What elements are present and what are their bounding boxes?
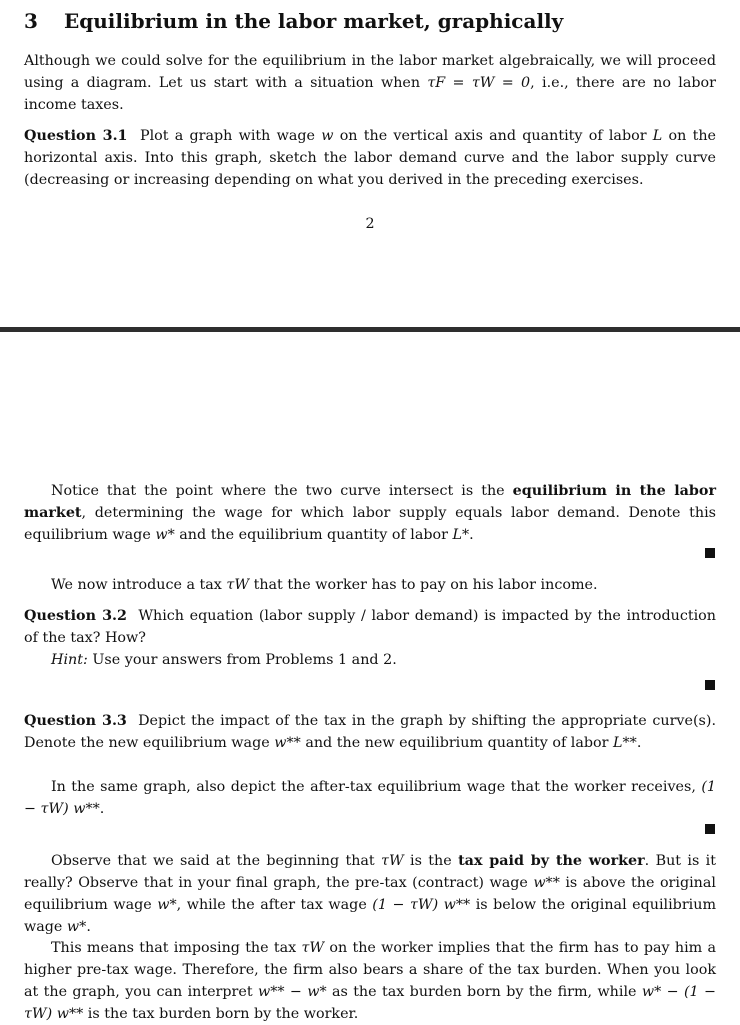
hint-label: Hint:: [51, 652, 88, 668]
question-3-1-text-2: on the vertical axis and quantity of labor: [333, 128, 653, 144]
observe-bold-term: tax paid by the worker: [458, 853, 645, 869]
question-3-3: [24, 710, 716, 754]
tax-burden-paragraph: [24, 937, 716, 1025]
observe-text-1: Observe that we said at the beginning that: [51, 853, 382, 869]
notice-Lstar: L*: [452, 527, 470, 543]
page-number: 2: [365, 216, 375, 232]
question-3-1: [24, 125, 716, 191]
question-3-2: [24, 605, 716, 649]
observe-aftertax: (1 − τW) w**: [372, 897, 471, 913]
tax-intro-paragraph: [24, 574, 716, 596]
question-3-3-p2-text-2: .: [99, 801, 105, 817]
means-firm-burden: w** − w*: [257, 984, 327, 1000]
hint-text: Use your answers from Problems 1 and 2.: [92, 652, 397, 668]
tax-intro-text-2: that the worker has to pay on his labor income.: [249, 577, 598, 593]
observe-paragraph: [24, 850, 716, 938]
question-3-3-text-3: .: [636, 735, 642, 751]
means-text-1: This means that imposing the tax: [51, 940, 302, 956]
means-worker-burden: w* − (1 − τW) w**: [24, 984, 716, 1022]
question-3-3-text-2: and the new equilibrium quantity of labor: [300, 735, 614, 751]
observe-text-3: . But is it really? Observe that in your final graph, the pre-tax (contract) wage: [24, 853, 716, 891]
question-3-1-L: L: [652, 128, 663, 144]
page-divider: [0, 327, 740, 332]
question-3-1-w: w: [321, 128, 334, 144]
question-3-2-hint: [24, 649, 716, 671]
question-3-1-label: Question 3.1: [24, 128, 128, 144]
notice-text-2: , determining the wage for which labor supply equals labor demand. Denote this equilibrium wage: [24, 505, 716, 543]
question-3-2-label: Question 3.2: [24, 608, 127, 624]
observe-text-6: is below the original equilibrium wage: [24, 897, 717, 935]
notice-text-3: and the equilibrium quantity of labor: [174, 527, 453, 543]
question-3-1-text-3: on the horizontal axis. Into this graph, sketch the labor demand curve and the labor supply curve (decreasing or increasing depending on what you derived in the preceding exercises.: [24, 128, 716, 188]
notice-wstar: w*: [155, 527, 175, 543]
question-3-3-label: Question 3.3: [24, 713, 127, 729]
notice-bold-term: equilibrium in the labor market: [24, 483, 716, 521]
intro-math: τF = τW = 0: [427, 75, 531, 91]
qed-square-2: [705, 680, 715, 690]
qed-square-1: [705, 548, 715, 558]
means-text-3: as the tax burden born by the firm, while: [326, 984, 642, 1000]
question-3-3-w2: w**: [274, 735, 301, 751]
means-text-2: on the worker implies that the firm has to pay him a higher pre-tax wage. Therefore, the firm also bears a share of the tax burden. When you look at the graph, you can interpret: [24, 940, 716, 1000]
section-heading: [24, 6, 563, 36]
means-tau: τW: [301, 940, 325, 956]
tax-intro-text-1: We now introduce a tax: [51, 577, 227, 593]
equilibrium-paragraph: [24, 480, 716, 546]
observe-wstar: w*: [157, 897, 177, 913]
question-3-1-text-1: Plot a graph with wage: [139, 128, 322, 144]
question-3-3-paragraph-2: [24, 776, 716, 820]
intro-text-2: , i.e., there are no labor income taxes.: [24, 75, 716, 113]
notice-text-1: Notice that the point where the two curve intersect is the: [51, 483, 513, 499]
question-3-3-L2: L**: [613, 735, 637, 751]
intro-paragraph: [24, 50, 716, 116]
observe-text-7: .: [86, 919, 91, 935]
observe-w2: w**: [533, 875, 560, 891]
section-number: 3: [24, 9, 38, 33]
qed-square-3: [705, 824, 715, 834]
tax-intro-tau: τW: [226, 577, 250, 593]
notice-text-4: .: [469, 527, 474, 543]
observe-text-2: is the: [403, 853, 459, 869]
observe-text-5: , while the after tax wage: [176, 897, 373, 913]
means-text-4: is the tax burden born by the worker.: [83, 1006, 359, 1022]
intro-text-1: Although we could solve for the equilibrium in the labor market algebraically, we will proceed using a diagram. Let us start with a situation when: [24, 53, 716, 91]
question-3-2-text: Which equation (labor supply / labor demand) is impacted by the introduction of the tax? How?: [24, 608, 716, 646]
question-3-3-text-1: Depict the impact of the tax in the graph by shifting the appropriate curve(s). Denote the new equilibrium wage: [24, 713, 716, 751]
question-3-3-p2-text-1: In the same graph, also depict the after-tax equilibrium wage that the worker receives,: [51, 779, 702, 795]
observe-text-4: is above the original equilibrium wage: [24, 875, 716, 913]
observe-wstar-2: w*: [66, 919, 87, 935]
observe-tau: τW: [381, 853, 404, 869]
section-title: Equilibrium in the labor market, graphically: [64, 9, 564, 33]
question-3-3-p2-math: (1 − τW) w**: [24, 779, 716, 817]
